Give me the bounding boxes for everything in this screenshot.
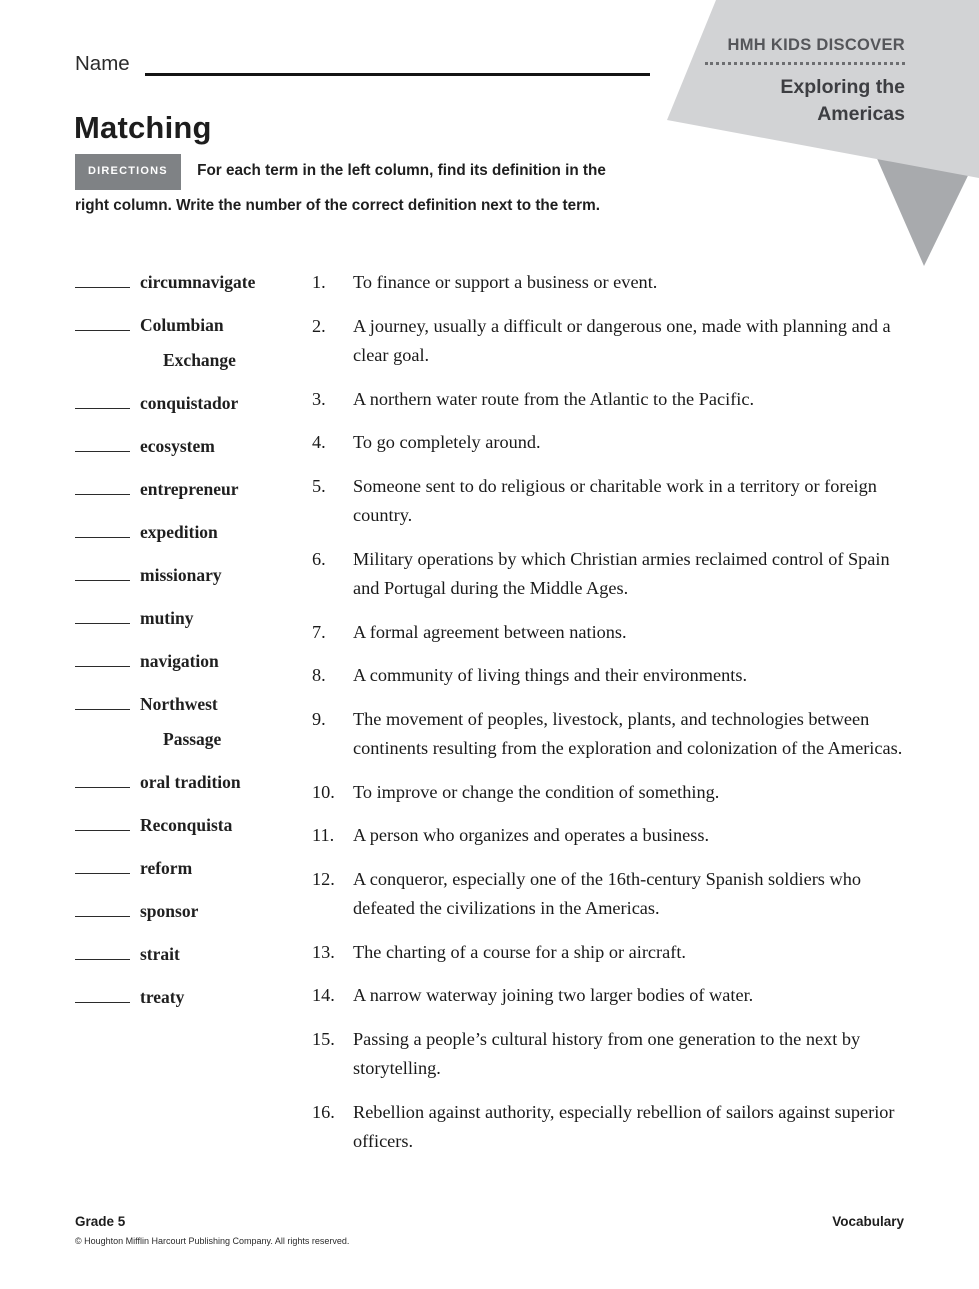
definition-item [312,385,904,415]
page-title: Matching [74,110,212,145]
term-item [75,897,312,925]
definition-text: Military operations by which Christian armies reclaimed control of Spain and Portugal during the Middle Ages. [353,548,890,598]
definition-number: 14. [312,985,335,1005]
term-item [75,604,312,632]
definition-item [312,312,904,371]
terms-list [75,268,312,1171]
term-label: missionary [140,565,222,585]
term-item [75,268,312,296]
term-label-line2: Passage [163,729,222,749]
term-item [75,311,312,339]
definition-text: Passing a people’s cultural history from one generation to the next by storytelling. [353,1028,861,1078]
term-label: reform [140,858,193,878]
definition-number: 15. [312,1028,335,1049]
answer-blank[interactable] [75,286,130,288]
answer-blank[interactable] [75,829,130,831]
definition-item [312,938,904,968]
definition-text: The movement of peoples, livestock, plants, and technologies between continents resulting from the exploration and colonization of the Americas. [353,708,903,758]
definition-number: 11. [312,825,335,845]
definition-number: 5. [312,475,326,496]
program-title-line2: Americas [817,103,905,125]
term-item [75,475,312,503]
definition-number: 4. [312,432,326,452]
definition-text: A formal agreement between nations. [353,621,627,642]
answer-blank[interactable] [75,915,130,917]
directions [75,155,640,220]
answer-blank[interactable] [75,872,130,874]
definition-number: 2. [312,315,326,336]
definition-number: 1. [312,272,326,292]
term-item [75,983,312,1011]
term-item [75,561,312,589]
definition-text: A narrow waterway joining two larger bodies of water. [353,985,754,1005]
definition-text: A community of living things and their environments. [353,665,748,685]
term-label: expedition [140,522,218,542]
answer-blank[interactable] [75,450,130,452]
matching-area [75,268,904,1171]
term-item [75,811,312,839]
term-label-line2: Exchange [163,350,236,370]
definition-item [312,821,904,851]
term-label: Columbian [140,315,224,335]
term-item [75,690,312,718]
definition-item [312,778,904,808]
directions-text: For each term in the left column, find its definition in the right column. Write the number of the correct definition next to the term. [75,162,606,214]
definition-item [312,705,904,764]
definition-number: 7. [312,621,326,642]
definition-number: 16. [312,1101,335,1122]
name-input-line[interactable] [145,56,650,76]
definition-number: 3. [312,388,326,409]
answer-blank[interactable] [75,786,130,788]
section-label: Vocabulary [832,1214,904,1229]
grade-label: Grade 5 [75,1214,126,1229]
answer-blank[interactable] [75,493,130,495]
definition-item [312,268,904,298]
directions-badge: DIRECTIONS [75,154,181,190]
term-label: circumnavigate [140,272,256,292]
term-label: strait [140,944,180,964]
copyright: © Houghton Mifflin Harcourt Publishing Company. All rights reserved. [75,1236,350,1246]
footer [75,1214,904,1229]
definition-text: A journey, usually a difficult or dangerous one, made with planning and a clear goal. [353,315,891,365]
definition-item [312,618,904,648]
definition-item [312,545,904,604]
definition-item [312,1098,904,1157]
banner [705,36,905,128]
answer-blank[interactable] [75,579,130,581]
term-item [75,647,312,675]
brand-title: HMH KIDS DISCOVER [727,36,905,54]
definition-text: To improve or change the condition of something. [353,781,720,802]
definition-item [312,661,904,691]
answer-blank[interactable] [75,622,130,624]
definition-item [312,981,904,1011]
term-label: entrepreneur [140,479,239,499]
definition-item [312,472,904,531]
definition-text: The charting of a course for a ship or aircraft. [353,941,686,962]
definition-text: Someone sent to do religious or charitable work in a territory or foreign country. [353,475,877,525]
definition-number: 13. [312,941,335,962]
term-label: conquistador [140,393,239,413]
term-label: treaty [140,987,185,1007]
term-label: Reconquista [140,815,233,835]
term-label: sponsor [140,901,199,921]
term-item [75,768,312,796]
definition-item [312,1025,904,1084]
term-item [75,432,312,460]
term-label: oral tradition [140,772,241,792]
term-item [75,940,312,968]
term-label: navigation [140,651,219,671]
answer-blank[interactable] [75,407,130,409]
term-item [75,389,312,417]
term-item [75,518,312,546]
definition-item [312,865,904,924]
answer-blank[interactable] [75,958,130,960]
name-row [75,52,650,76]
answer-blank[interactable] [75,665,130,667]
definition-number: 8. [312,665,326,685]
term-label: ecosystem [140,436,215,456]
term-label: Northwest [140,694,218,714]
definition-number: 10. [312,781,335,802]
definition-number: 6. [312,548,326,569]
answer-blank[interactable] [75,329,130,331]
definition-text: A conqueror, especially one of the 16th-century Spanish soldiers who defeated the civilizations in the Americas. [353,868,861,918]
definitions-list [312,268,904,1171]
term-label: mutiny [140,608,194,628]
definition-text: To go completely around. [353,432,541,452]
term-item [75,854,312,882]
definition-text: A northern water route from the Atlantic to the Pacific. [353,388,755,409]
definition-item [312,428,904,458]
answer-blank[interactable] [75,1001,130,1003]
definition-text: A person who organizes and operates a business. [353,825,710,845]
dotted-divider [705,62,905,65]
answer-blank[interactable] [75,708,130,710]
definition-text: Rebellion against authority, especially rebellion of sailors against superior officers. [353,1101,895,1151]
definition-text: To finance or support a business or event. [353,272,658,292]
name-label: Name [75,52,130,75]
program-title [705,74,905,128]
answer-blank[interactable] [75,536,130,538]
definition-number: 12. [312,868,335,889]
definition-number: 9. [312,708,326,729]
program-title-line1: Exploring the [780,76,905,98]
